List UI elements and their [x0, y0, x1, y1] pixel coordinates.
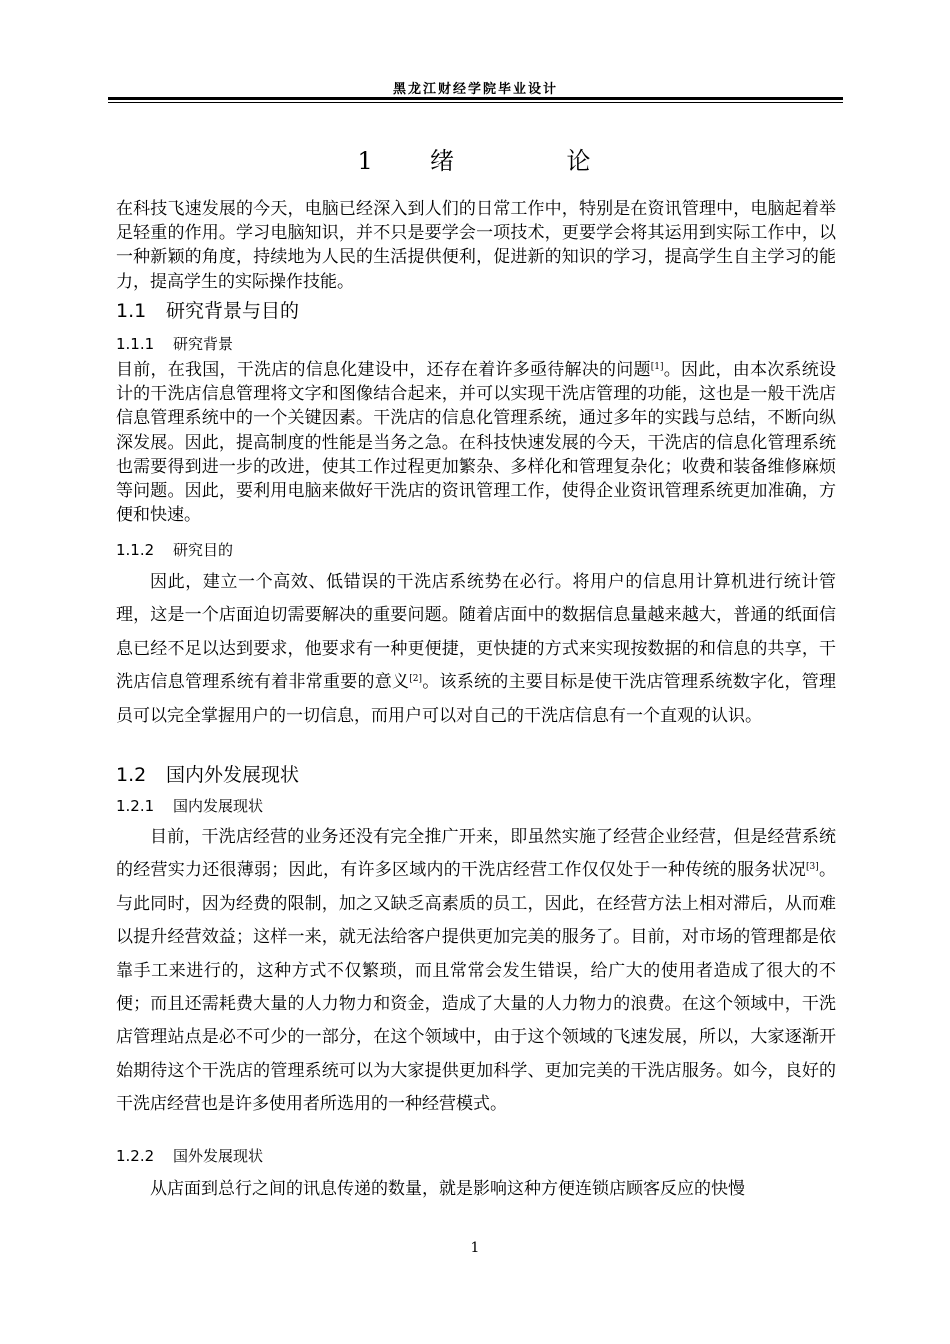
section-title: 国内外发展现状 — [166, 764, 300, 786]
paragraph-research-background — [116, 358, 836, 527]
citation-ref: [1] — [650, 362, 664, 372]
paragraph-text: 。因此，由本次系统设计的干洗店信息管理将文字和图像结合起来，并可以实现干洗店管理的功能，这也是一般干洗店信息管理系统中的一个关键因素。干洗店的信息化管理系统，通过多年的实践与总结，不断向纵深发展。因此，提高制度的性能是当务之急。在科技快速发展的今天，干洗店的信息化管理系统也需要得到进一步的改进，使其工作过程更加繁杂、多样化和管理复杂化；收费和装备维修麻烦等问题。因此，要利用电脑来做好干洗店的资讯管理工作，使得企业资讯管理系统更加准确，方便和快速。 — [116, 360, 836, 526]
paragraph-text: 。与此同时，因为经费的限制，加之又缺乏高素质的员工，因此，在经营方法上相对滞后，从而难以提升经营效益；这样一来，就无法给客户提供更加完美的服务了。目前，对市场的管理都是依靠手工来进行的，这种方式不仅繁琐，而且常常会发生错误，给广大的使用者造成了很大的不便；而且还需耗费大量的人力物力和资金，造成了大量的人力物力的浪费。在这个领域中，干洗店管理站点是必不可少的一部分，在这个领域中，由于这个领域的飞速发展，所以，大家逐渐开始期待这个干洗店的管理系统可以为大家提供更加科学、更加完美的干洗店服务。如今，良好的干洗店经营也是许多使用者所选用的一种经营模式。 — [116, 860, 836, 1115]
paragraph-domestic-status — [116, 821, 836, 1122]
intro-paragraph: 在科技飞速发展的今天，电脑已经深入到人们的日常工作中，特别是在资讯管理中，电脑起着举足轻重的作用。学习电脑知识，并不只是要学会一项技术，更要学会将其运用到实际工作中，以一种新颖的角度，持续地为人民的生活提供便利，促进新的知识的学习，提高学生自主学习的能力，提高学生的实际操作技能。 — [116, 199, 836, 292]
section-heading-1-1 — [116, 298, 299, 324]
section-title: 研究背景与目的 — [166, 300, 300, 322]
subsection-number: 1.1.2 — [116, 541, 155, 559]
paragraph-text: 。该系统的主要目标是使干洗店管理系统数字化，管理员可以完全掌握用户的一切信息，而用户可以对自己的干洗店信息有一个直观的认识。 — [116, 672, 836, 726]
header-rule-thick — [108, 97, 843, 100]
section-number: 1.2 — [116, 764, 147, 786]
subsection-heading-1-2-2 — [116, 1145, 263, 1167]
subsection-number: 1.2.1 — [116, 797, 155, 815]
subsection-heading-1-2-1 — [116, 795, 263, 817]
citation-ref: [2] — [409, 674, 422, 685]
subsection-title: 国内发展现状 — [173, 797, 264, 815]
subsection-heading-1-1-1 — [116, 333, 233, 355]
chapter-title-text: 1 绪 论 — [357, 147, 593, 175]
page-number: 1 — [470, 1240, 480, 1256]
subsection-title: 国外发展现状 — [173, 1147, 264, 1165]
paragraph-text: 因此，建立一个高效、低错误的干洗店系统势在必行。将用户的信息用计算机进行统计管理，这是一个店面迫切需要解决的重要问题。随着店面中的数据信息量越来越大，普通的纸面信息已经不足以达到要求，他要求有一种更便捷，更快捷的方式来实现按数据的和信息的共享，干洗店信息管理系统有着非常重要的意义 — [116, 572, 836, 693]
subsection-number: 1.2.2 — [116, 1147, 155, 1165]
paragraph-foreign-status: 从店面到总行之间的讯息传递的数量，就是影响这种方便连锁店顾客反应的快慢 — [150, 1179, 745, 1199]
section-heading-1-2 — [116, 762, 299, 788]
paragraph-text: 目前，在我国，干洗店的信息化建设中，还存在着许多亟待解决的问题 — [116, 360, 651, 380]
subsection-title: 研究目的 — [173, 541, 234, 559]
running-header: 黑龙江财经学院毕业设计 — [392, 82, 558, 97]
subsection-number: 1.1.1 — [116, 335, 155, 353]
subsection-title: 研究背景 — [173, 335, 234, 353]
header-rule-thin — [108, 102, 843, 103]
subsection-heading-1-1-2 — [116, 539, 233, 561]
chapter-title — [0, 141, 950, 176]
section-number: 1.1 — [116, 300, 147, 322]
paragraph-research-purpose — [116, 566, 836, 733]
paragraph-text: 目前，干洗店经营的业务还没有完全推广开来，即虽然实施了经营企业经营，但是经营系统的经营实力还很薄弱；因此，有许多区域内的干洗店经营工作仅仅处于一种传统的服务状况 — [116, 827, 836, 881]
citation-ref: [3] — [806, 862, 819, 873]
